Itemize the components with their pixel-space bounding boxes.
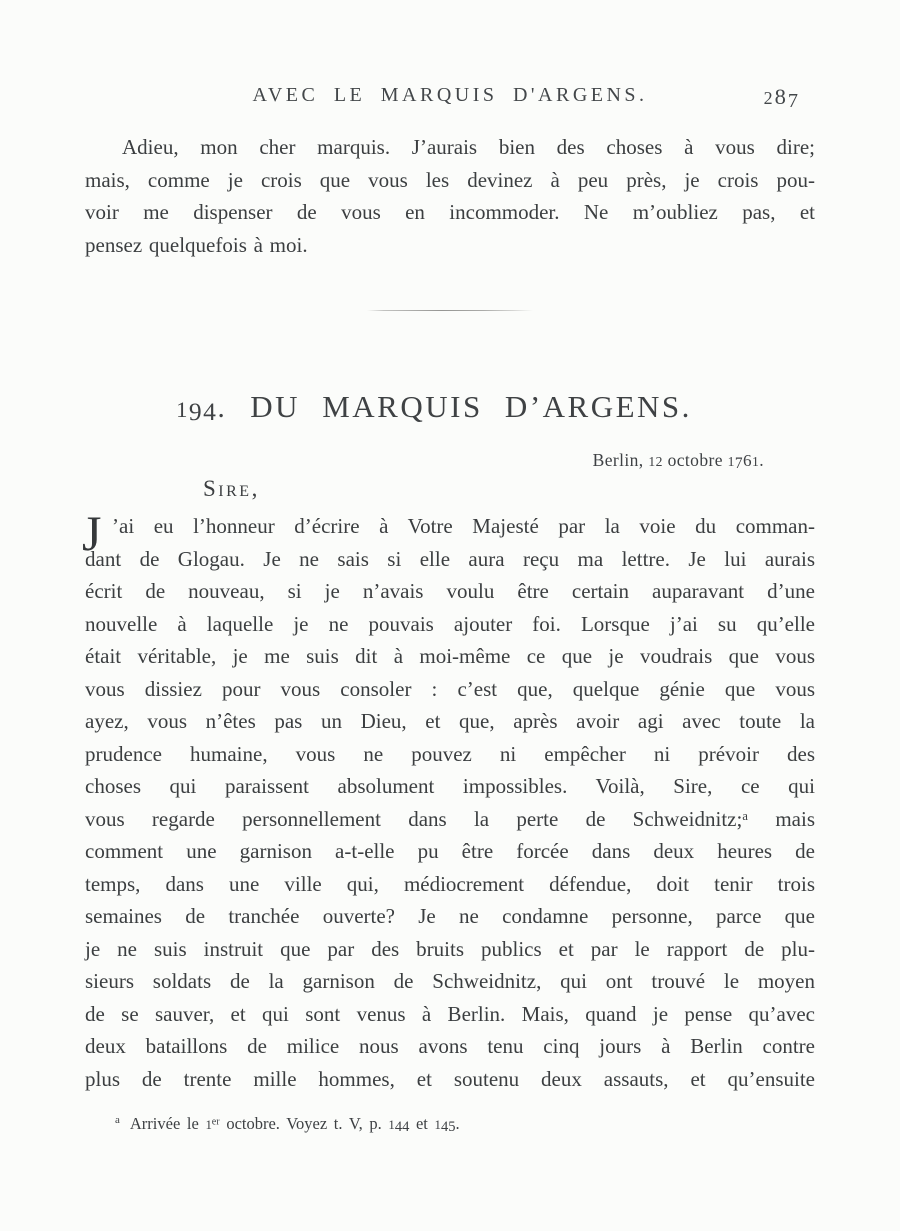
text-line: sieurs soldats de la garnison de Schweidnitz, qui ont trouvé le moyen xyxy=(85,969,815,993)
text-line: prudence humaine, vous ne pouvez ni empêcher ni prévoir des xyxy=(85,741,815,766)
text-line: temps, dans une ville qui, médiocrement défendue, doit tenir trois xyxy=(85,871,815,896)
section-divider-rule xyxy=(367,310,533,311)
text-line: de se sauver, et qui sont venus à Berlin. Mais, quand je pense qu’avec xyxy=(85,1001,815,1026)
text-line: je ne suis instruit que par des bruits publics et par le rapport de plu- xyxy=(85,936,815,961)
closing-paragraph xyxy=(85,131,815,261)
text-line: deux bataillons de milice nous avons tenu cinq jours à Berlin contre xyxy=(85,1034,815,1058)
footnote-text: Arrivée le 1ᵉʳ octobre. Voyez t. V, p. 144 et 145. xyxy=(129,1114,460,1135)
letter-number: 194. xyxy=(176,392,227,427)
text-line: écrit de nouveau, si je n’avais voulu être certain auparavant d’une xyxy=(85,579,815,603)
running-title: AVEC LE MARQUIS D'ARGENS. xyxy=(252,84,648,106)
dateline: Berlin, 12 octobre 1761. xyxy=(592,450,764,472)
text-line: vous regarde personnellement dans la perte de Schweidnitz;ᵃ mais xyxy=(85,806,815,831)
page-number: 287 xyxy=(763,84,800,112)
dropcap-initial: J xyxy=(82,505,102,561)
text-line: était véritable, je me suis dit à moi-même ce que je voudrais que vous xyxy=(85,644,815,668)
text-line: plus de trente mille hommes, et soutenu deux assauts, et qu’ensuite xyxy=(85,1066,815,1091)
salutation: Sire, xyxy=(203,476,260,501)
letter-body-lines xyxy=(85,510,815,1095)
text-line: ’ai eu l’honneur d’écrire à Votre Majesté par la voie du comman- xyxy=(112,514,815,538)
text-line: semaines de tranchée ouverte? Je ne condamne personne, parce que xyxy=(85,904,815,928)
text-line: nouvelle à laquelle je ne pouvais ajouter foi. Lorsque j’ai su qu’elle xyxy=(85,611,815,636)
text-line: comment une garnison a-t-elle pu être forcée dans deux heures de xyxy=(85,839,815,863)
text-line: dant de Glogau. Je ne sais si elle aura reçu ma lettre. Je lui aurais xyxy=(85,546,815,571)
letter-heading xyxy=(69,387,799,427)
text-line: vous dissiez pour vous consoler : c’est que, quelque génie que vous xyxy=(85,676,815,701)
letter-title: DU MARQUIS D’ARGENS. xyxy=(250,389,692,424)
text-line: Adieu, mon cher marquis. J’aurais bien des choses à vous dire; xyxy=(122,135,815,159)
text-line: mais, comme je crois que vous les devinez à peu près, je crois pou- xyxy=(85,167,815,192)
running-header xyxy=(85,84,815,112)
text-line: voir me dispenser de vous en incommoder. Ne m’oubliez pas, et xyxy=(85,200,815,224)
text-line: pensez quelquefois à moi. xyxy=(85,232,308,257)
text-line: ayez, vous n’êtes pas un Dieu, et que, après avoir agi avec toute la xyxy=(85,709,815,733)
letter-body xyxy=(82,505,815,1095)
text-line: choses qui paraissent absolument impossibles. Voilà, Sire, ce qui xyxy=(85,774,815,798)
footnote-marker: a xyxy=(115,1114,120,1126)
footnote xyxy=(85,1109,815,1136)
